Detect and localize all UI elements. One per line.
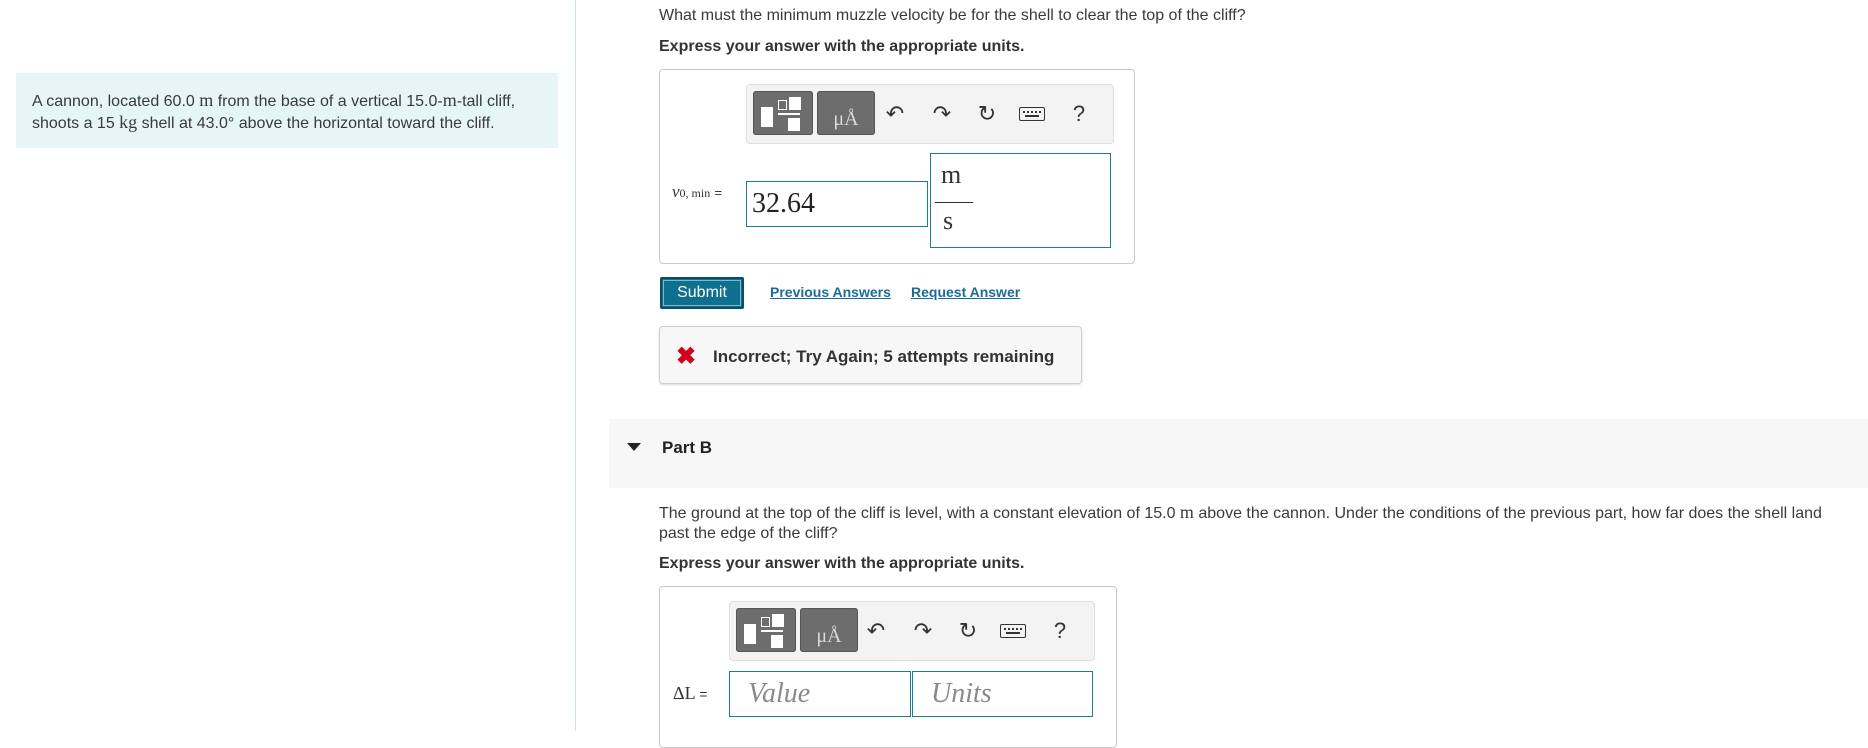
- partB-header[interactable]: [609, 419, 1868, 488]
- partA-value-input[interactable]: 32.64: [746, 181, 928, 227]
- undo-icon[interactable]: ↶: [866, 618, 886, 643]
- request-answer-link[interactable]: Request Answer: [911, 284, 1021, 300]
- unit-numerator: m: [941, 160, 962, 189]
- partB-answer-box: [659, 586, 1117, 748]
- symbols-button[interactable]: μÅ: [817, 91, 875, 135]
- undo-icon[interactable]: ↶: [885, 101, 905, 126]
- keyboard-icon[interactable]: [1019, 107, 1045, 121]
- keyboard-icon[interactable]: [1000, 624, 1026, 638]
- incorrect-icon: ✖: [676, 343, 697, 370]
- unit-meter: m: [442, 90, 457, 110]
- reset-icon[interactable]: ↻: [958, 618, 978, 643]
- submit-button[interactable]: Submit: [660, 277, 744, 309]
- redo-icon[interactable]: ↷: [913, 618, 933, 643]
- unit-meter: m: [199, 90, 214, 110]
- symbols-button[interactable]: μÅ: [800, 608, 858, 652]
- unit-denominator: s: [943, 206, 954, 235]
- templates-icon[interactable]: [753, 91, 813, 135]
- problem-line-2: shoots a 15 kg shell at 43.0° above the horizontal toward the cliff.: [32, 112, 495, 132]
- help-button[interactable]: ?: [1053, 618, 1067, 643]
- previous-answers-link[interactable]: Previous Answers: [770, 284, 891, 300]
- partB-variable-label: ΔL =: [673, 683, 708, 703]
- unit-kilogram: kg: [119, 112, 138, 132]
- problem-line-1: A cannon, located 60.0 m from the base of a vertical 15.0-m-tall cliff,: [32, 90, 516, 110]
- partB-title: Part B: [662, 438, 713, 457]
- templates-icon[interactable]: [736, 608, 796, 652]
- partB-question: The ground at the top of the cliff is level, with a constant elevation of 15.0 m above the cannon. Under the conditions of the previous part, how far does the shell land past the edge of the cliff?: [659, 502, 1822, 542]
- partB-value-input[interactable]: Value: [729, 671, 911, 717]
- problem-statement-panel: [16, 73, 558, 148]
- partA-instruction: Express your answer with the appropriate units.: [659, 38, 1025, 55]
- fraction-bar: [935, 202, 973, 203]
- feedback-box: [659, 326, 1082, 384]
- math-toolbar: [729, 601, 1095, 661]
- reset-icon[interactable]: ↻: [977, 101, 997, 126]
- partA-variable-label: v0, min =: [672, 182, 723, 201]
- partB-instruction: Express your answer with the appropriate units.: [659, 555, 1025, 572]
- panel-divider: [575, 0, 576, 731]
- partA-answer-box: [659, 69, 1135, 264]
- partA-question: What must the minimum muzzle velocity be for the shell to clear the top of the cliff?: [659, 7, 1246, 24]
- collapse-caret-icon[interactable]: [627, 443, 641, 451]
- feedback-message: Incorrect; Try Again; 5 attempts remaining: [713, 347, 1055, 366]
- math-toolbar: [746, 84, 1114, 144]
- partB-units-input[interactable]: Units: [912, 671, 1093, 717]
- redo-icon[interactable]: ↷: [932, 101, 952, 126]
- help-button[interactable]: ?: [1072, 101, 1086, 126]
- partA-units-input[interactable]: [930, 153, 1111, 248]
- unit-meter: m: [1179, 502, 1194, 522]
